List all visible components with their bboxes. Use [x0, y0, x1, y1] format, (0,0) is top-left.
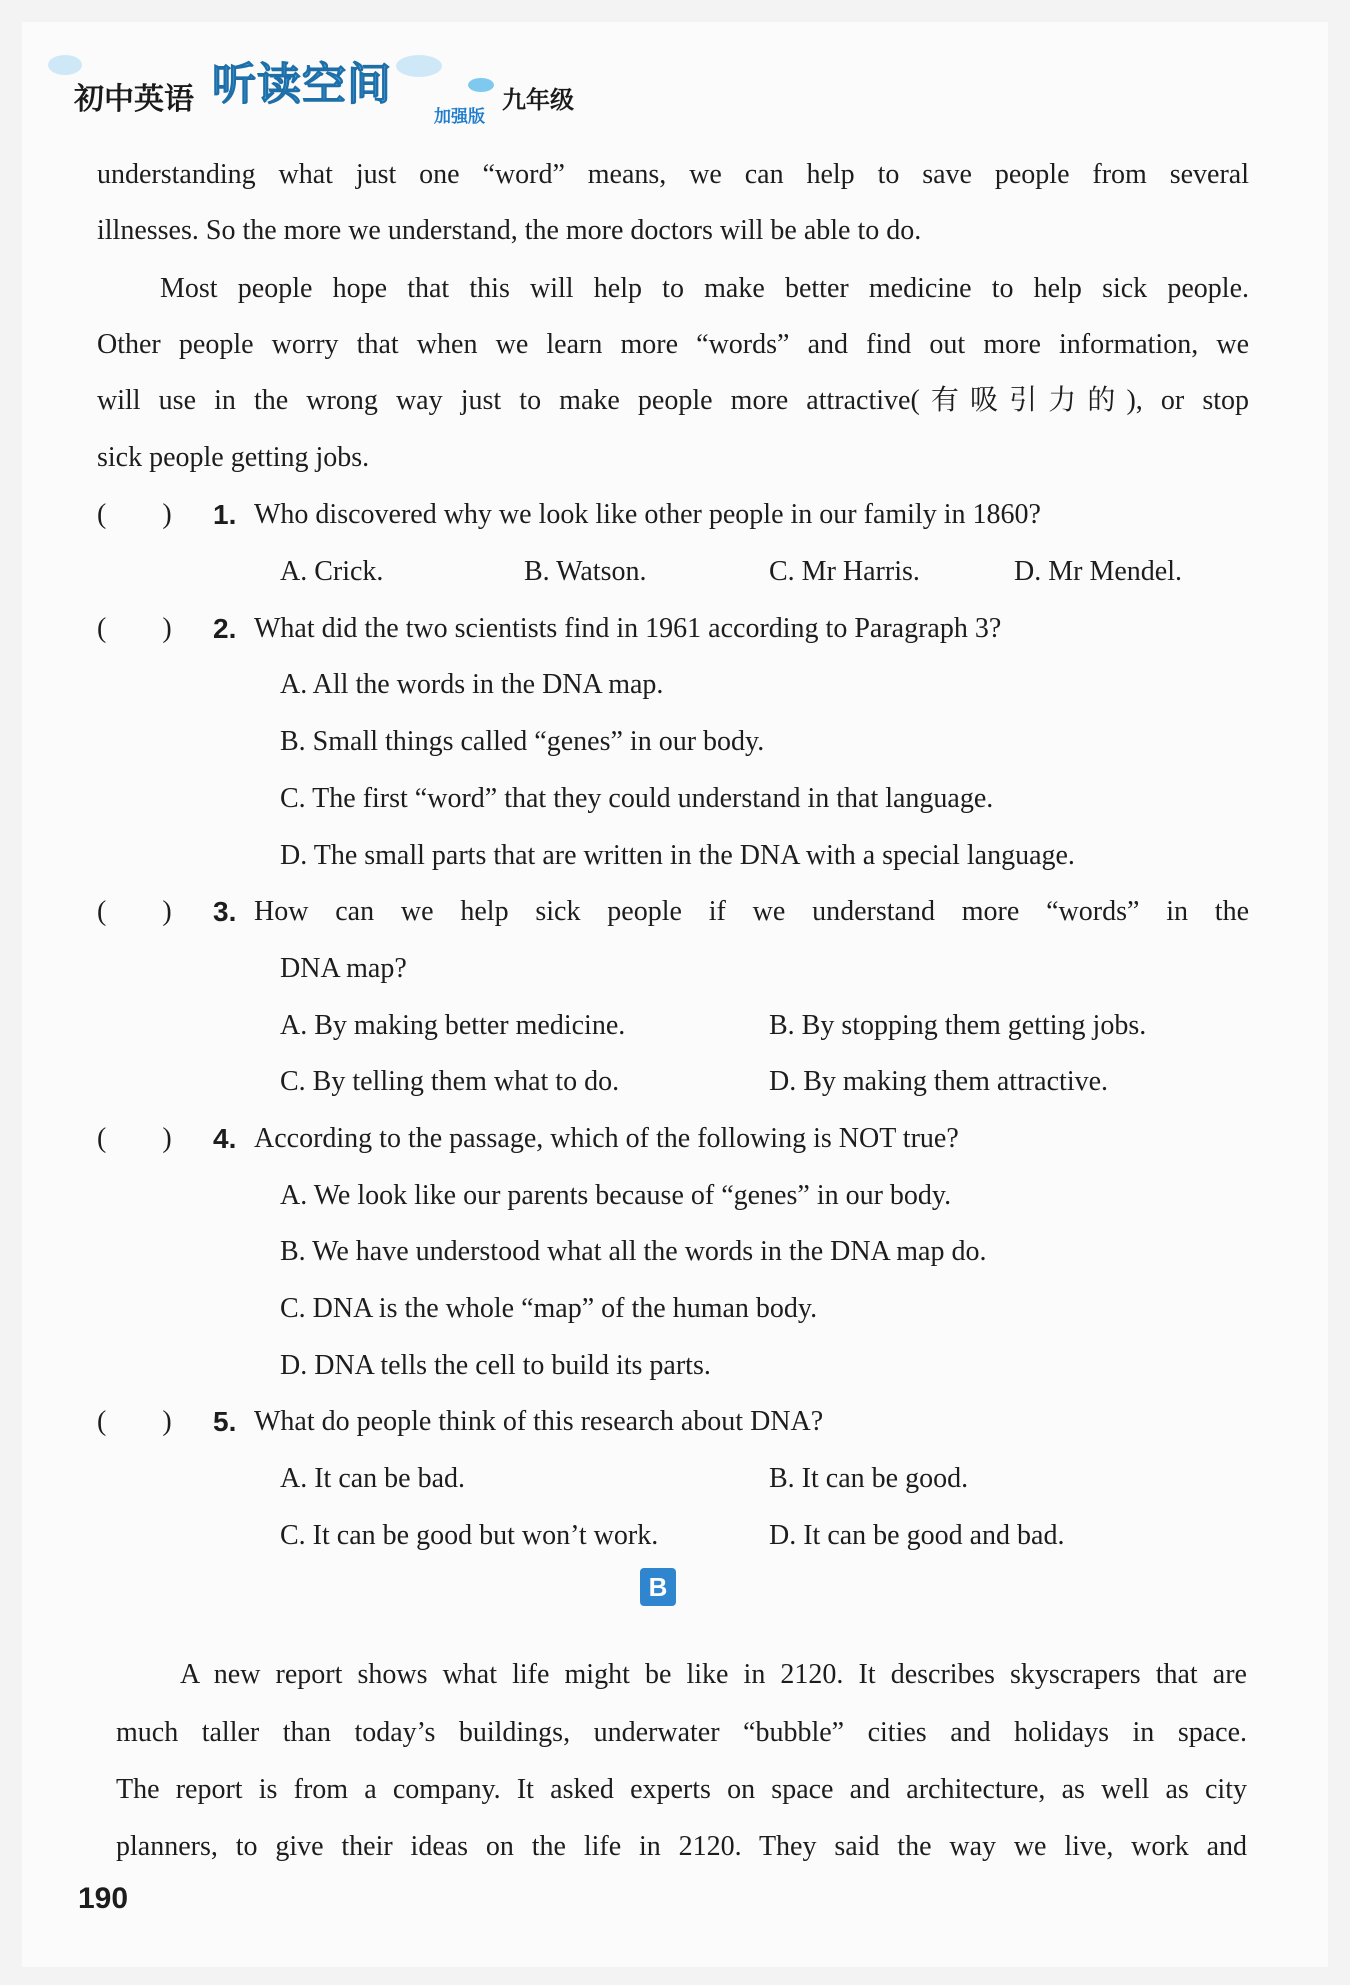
- cloud-decoration: [396, 55, 442, 77]
- option-a: A. It can be bad.: [280, 1463, 466, 1494]
- option-b: B. Small things called “genes” in our body.: [280, 726, 765, 757]
- passage-line: will use in the wrong way just to make people more attractive(有吸引力的), or stop: [97, 385, 1249, 416]
- question-text: What did the two scientists find in 1961 according to Paragraph 3?: [254, 613, 1002, 644]
- answer-blank[interactable]: ( ): [97, 613, 172, 644]
- option-d: D. By making them attractive.: [769, 1066, 1109, 1097]
- option-a: A. By making better medicine.: [280, 1010, 626, 1041]
- option-d: D. The small parts that are written in the DNA with a special language.: [280, 840, 1075, 871]
- edition-label: 加强版: [434, 107, 485, 127]
- option-b: B. It can be good.: [769, 1463, 969, 1494]
- book-title: 听读空间: [212, 59, 392, 110]
- question-text: What do people think of this research about DNA?: [254, 1406, 824, 1437]
- option-c: C. Mr Harris.: [769, 556, 920, 587]
- answer-blank[interactable]: ( ): [97, 1406, 172, 1437]
- passage-line: Other people worry that when we learn more “words” and find out more information, we: [97, 329, 1249, 360]
- question-number: 3.: [213, 896, 237, 927]
- section-b-badge: B: [640, 1568, 676, 1606]
- passage-line: sick people getting jobs.: [97, 442, 370, 473]
- series-label: 初中英语: [74, 82, 194, 117]
- passage-line: The report is from a company. It asked experts on space and architecture, as well as city: [116, 1774, 1247, 1805]
- answer-blank[interactable]: ( ): [97, 896, 172, 927]
- passage-line: Most people hope that this will help to make better medicine to help sick people.: [160, 273, 1249, 304]
- question-number: 4.: [213, 1123, 237, 1154]
- option-c: C. The first “word” that they could understand in that language.: [280, 783, 994, 814]
- passage-line: understanding what just one “word” means, we can help to save people from several: [97, 159, 1249, 190]
- question-text: According to the passage, which of the following is NOT true?: [254, 1123, 959, 1154]
- dot-decoration: [468, 78, 494, 92]
- option-c: C. It can be good but won’t work.: [280, 1520, 659, 1551]
- option-d: D. Mr Mendel.: [1014, 556, 1182, 587]
- passage-line: illnesses. So the more we understand, the more doctors will be able to do.: [97, 215, 922, 246]
- option-d: D. DNA tells the cell to build its parts.: [280, 1350, 711, 1381]
- answer-blank[interactable]: ( ): [97, 1123, 172, 1154]
- page-number: 190: [78, 1882, 129, 1915]
- answer-blank[interactable]: ( ): [97, 499, 172, 530]
- option-a: A. All the words in the DNA map.: [280, 669, 664, 700]
- option-a: A. Crick.: [280, 556, 384, 587]
- option-b: B. By stopping them getting jobs.: [769, 1010, 1147, 1041]
- passage-line: much taller than today’s buildings, underwater “bubble” cities and holidays in space.: [116, 1717, 1247, 1748]
- option-a: A. We look like our parents because of “genes” in our body.: [280, 1180, 952, 1211]
- page-header: [0, 0, 1306, 127]
- question-text-continued: DNA map?: [280, 953, 407, 984]
- cloud-decoration: [48, 55, 82, 75]
- option-d: D. It can be good and bad.: [769, 1520, 1065, 1551]
- passage-line: planners, to give their ideas on the life in 2120. They said the way we live, work and: [116, 1831, 1247, 1862]
- grade-label: 九年级: [502, 86, 574, 114]
- option-b: B. Watson.: [524, 556, 647, 587]
- question-number: 5.: [213, 1406, 237, 1437]
- question-number: 1.: [213, 499, 237, 530]
- question-text: Who discovered why we look like other people in our family in 1860?: [254, 499, 1041, 530]
- option-c: C. DNA is the whole “map” of the human body.: [280, 1293, 818, 1324]
- question-text: How can we help sick people if we understand more “words” in the: [254, 896, 1249, 927]
- passage-line: A new report shows what life might be like in 2120. It describes skyscrapers that are: [180, 1659, 1247, 1690]
- option-b: B. We have understood what all the words in the DNA map do.: [280, 1236, 987, 1267]
- option-c: C. By telling them what to do.: [280, 1066, 620, 1097]
- question-number: 2.: [213, 613, 237, 644]
